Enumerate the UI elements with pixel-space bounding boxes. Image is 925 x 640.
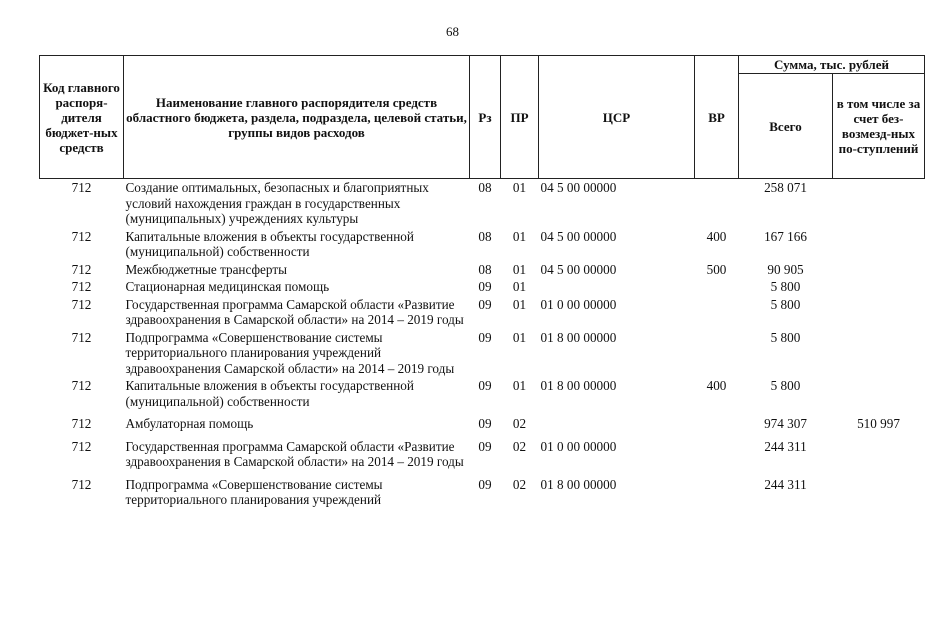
cell-total: 244 311: [764, 438, 807, 454]
cell-csr: [539, 410, 695, 433]
cell-pr: 01: [512, 261, 527, 277]
cell-gratis: 510 997: [857, 416, 900, 431]
cell-vr: [695, 278, 739, 296]
cell-csr: 04 5 00 00000: [540, 228, 617, 244]
cell-vr: [695, 329, 739, 378]
cell-total: 5 800: [770, 378, 801, 393]
cell-gratis: [833, 433, 925, 471]
table-row: [40, 377, 925, 410]
cell-pr: 02: [512, 416, 527, 431]
cell-rz: 09: [478, 438, 492, 454]
cell-code: 712: [71, 180, 92, 195]
cell-total: 258 071: [764, 180, 807, 195]
cell-gratis: [833, 179, 925, 228]
cell-name: Государственная программа Самарской области «Развитие здравоохранения в Самарской области» на 2014 – 2019 годы: [125, 296, 464, 327]
header-pr: ПР: [501, 56, 539, 179]
cell-vr: [695, 471, 739, 509]
header-name: Наименование главного распорядителя средств областного бюджета, раздела, подраздела, целевой статьи, группы видов расходов: [124, 56, 470, 179]
cell-csr: 01 0 00 00000: [540, 296, 617, 312]
header-csr: ЦСР: [539, 56, 695, 179]
cell-code: 712: [71, 378, 92, 393]
cell-rz: 09: [478, 296, 492, 312]
cell-rz: 09: [478, 329, 492, 345]
cell-csr: 01 8 00 00000: [540, 329, 617, 345]
cell-gratis: [833, 471, 925, 509]
table-body: [40, 179, 925, 509]
table-row: [40, 410, 925, 433]
table-row: [40, 433, 925, 471]
cell-rz: 09: [478, 279, 492, 294]
header-code: Код главного распоря-дителя бюджет-ных средств: [40, 56, 124, 179]
cell-total: 974 307: [764, 416, 807, 431]
cell-name: Подпрограмма «Совершенствование системы территориального планирования учреждений: [125, 476, 383, 507]
cell-name: Межбюджетные трансферты: [125, 261, 287, 277]
cell-name: Создание оптимальных, безопасных и благоприятных условий нахождения граждан в государственных (муниципальных) учреждениях культуры: [125, 180, 429, 226]
cell-total: 167 166: [764, 228, 807, 244]
cell-csr: 01 8 00 00000: [540, 476, 617, 492]
cell-rz: 08: [478, 180, 492, 195]
cell-pr: 01: [512, 279, 527, 294]
header-total: Всего: [739, 74, 833, 179]
cell-pr: 01: [512, 180, 527, 195]
cell-gratis: [833, 278, 925, 296]
cell-vr: [695, 433, 739, 471]
cell-pr: 01: [512, 329, 527, 345]
cell-pr: 02: [512, 476, 527, 492]
cell-vr: 400: [706, 378, 727, 393]
cell-code: 712: [71, 476, 92, 492]
cell-code: 712: [71, 228, 92, 244]
cell-vr: 500: [706, 261, 727, 277]
cell-code: 712: [71, 438, 92, 454]
cell-total: 5 800: [770, 279, 801, 294]
table-row: [40, 228, 925, 261]
cell-name: Амбулаторная помощь: [125, 416, 254, 431]
cell-total: 5 800: [770, 296, 801, 312]
budget-table: [39, 55, 925, 509]
cell-vr: 400: [706, 228, 727, 244]
header-rz: Рз: [470, 56, 501, 179]
table-row: [40, 179, 925, 228]
cell-gratis: [833, 261, 925, 279]
cell-code: 712: [71, 329, 92, 345]
cell-name: Капитальные вложения в объекты государственной (муниципальной) собственности: [125, 228, 414, 259]
table-row: [40, 261, 925, 279]
table-header: [40, 56, 925, 179]
cell-name: Подпрограмма «Совершенствование системы территориального планирования учреждений здравоохранения Самарской области» на 2014 – 2019 годы: [125, 329, 455, 376]
cell-name: Стационарная медицинская помощь: [125, 279, 330, 294]
cell-code: 712: [71, 261, 92, 277]
cell-pr: 01: [512, 378, 527, 393]
cell-code: 712: [71, 296, 92, 312]
cell-pr: 01: [512, 228, 527, 244]
cell-total: 244 311: [764, 476, 807, 492]
cell-gratis: [833, 296, 925, 329]
cell-rz: 08: [478, 228, 492, 244]
cell-csr: 04 5 00 00000: [540, 180, 617, 195]
cell-rz: 08: [478, 261, 492, 277]
cell-pr: 02: [512, 438, 527, 454]
cell-vr: [695, 179, 739, 228]
cell-code: 712: [71, 416, 92, 431]
cell-total: 5 800: [770, 329, 801, 345]
header-sum: Сумма, тыс. рублей: [739, 56, 925, 74]
cell-gratis: [833, 228, 925, 261]
cell-pr: 01: [512, 296, 527, 312]
table-row: [40, 329, 925, 378]
cell-gratis: [833, 329, 925, 378]
header-vr: ВР: [695, 56, 739, 179]
cell-name: Государственная программа Самарской области «Развитие здравоохранения в Самарской области» на 2014 – 2019 годы: [125, 438, 464, 469]
cell-csr: [539, 278, 695, 296]
cell-rz: 09: [478, 378, 492, 393]
cell-name: Капитальные вложения в объекты государственной (муниципальной) собственности: [125, 378, 414, 409]
table-row: [40, 278, 925, 296]
cell-csr: 01 8 00 00000: [540, 378, 617, 393]
cell-code: 712: [71, 279, 92, 294]
table-row: [40, 296, 925, 329]
header-gratis: в том числе за счет без-возмезд-ных по-ступлений: [833, 74, 925, 179]
cell-rz: 09: [478, 476, 492, 492]
cell-total: 90 905: [767, 261, 804, 277]
page-number: 68: [446, 24, 459, 39]
cell-csr: 04 5 00 00000: [540, 261, 617, 277]
cell-rz: 09: [478, 416, 492, 431]
table-row: [40, 471, 925, 509]
cell-csr: 01 0 00 00000: [540, 438, 617, 454]
cell-gratis: [833, 377, 925, 410]
cell-vr: [695, 410, 739, 433]
cell-vr: [695, 296, 739, 329]
